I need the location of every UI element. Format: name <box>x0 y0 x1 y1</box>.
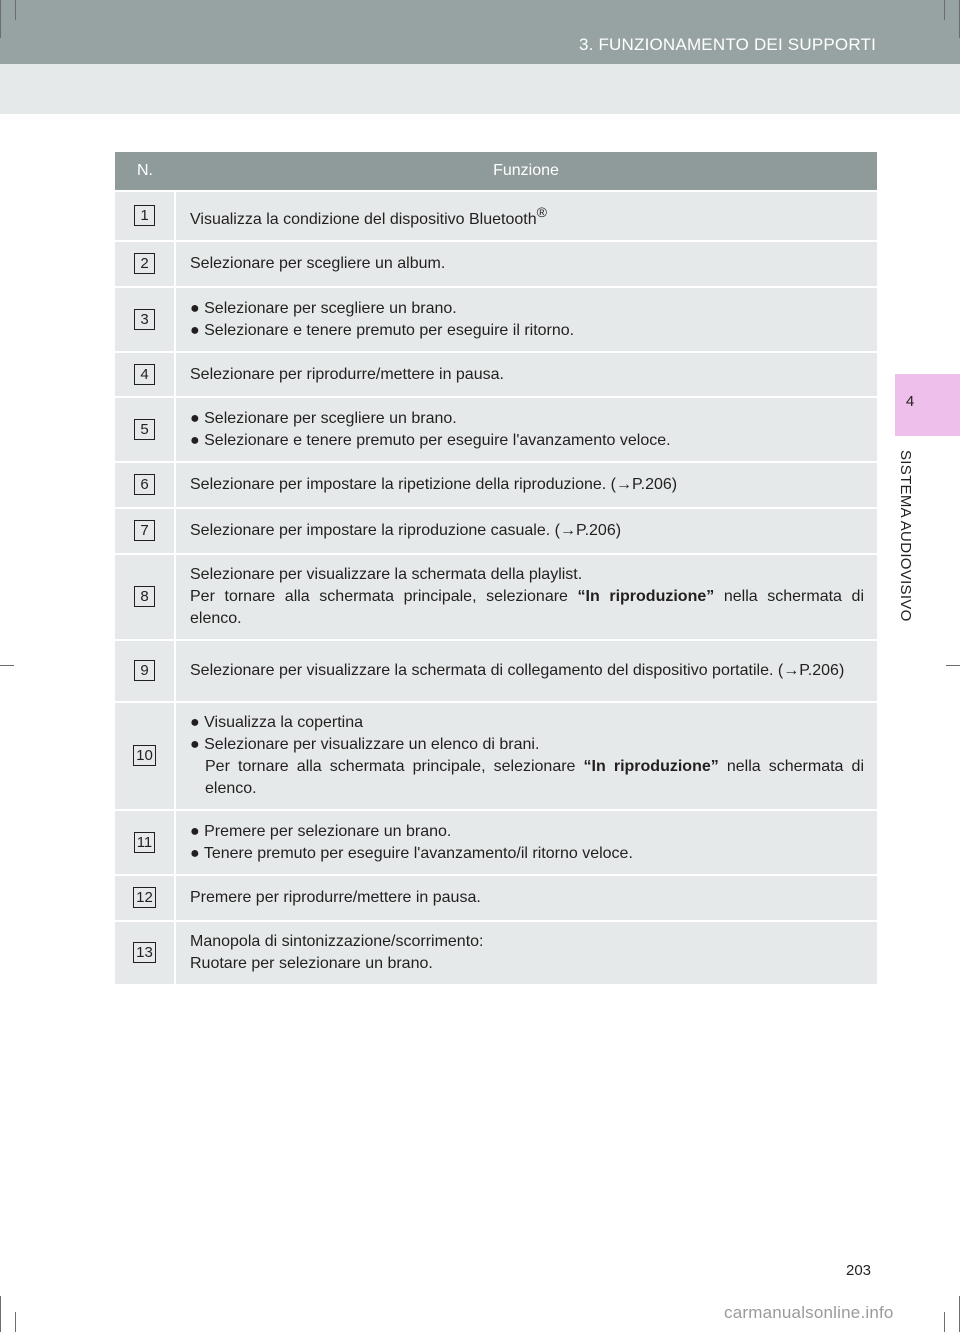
row-description: Selezionare per riprodurre/mettere in pausa. <box>175 352 877 397</box>
row-description <box>175 287 877 352</box>
row-description: Selezionare per visualizzare la schermata della playlist. Per tornare alla schermata principale, selezionare “In riproduzione” nella schermata di elenco. <box>175 554 877 640</box>
crop-mark <box>0 665 14 666</box>
crop-mark <box>0 0 1 38</box>
row-number-badge: 8 <box>134 586 155 607</box>
bullet-dot-icon: ● <box>190 736 200 753</box>
row-number-badge: 4 <box>134 364 155 385</box>
chapter-title: 3. FUNZIONAMENTO DEI SUPPORTI <box>578 35 876 54</box>
table-row <box>115 241 877 287</box>
bullet-item: ● Tenere premuto per eseguire l'avanzamento/il ritorno veloce. <box>190 844 633 862</box>
table-row <box>115 287 877 352</box>
row-description <box>175 810 877 875</box>
bullet-item: ● Selezionare per scegliere un brano. <box>190 409 457 427</box>
chapter-label: SISTEMA AUDIOVISIVO <box>897 450 914 622</box>
row-description: Manopola di sintonizzazione/scorrimento: Ruotare per selezionare un brano. <box>175 921 877 984</box>
table-row <box>115 875 877 921</box>
bullet-dot-icon: ● <box>190 714 200 731</box>
row-description: Selezionare per impostare la ripetizione della riproduzione. (→P.206) <box>175 462 877 508</box>
watermark: carmanualsonline.info <box>724 1303 894 1322</box>
table-row <box>115 397 877 462</box>
crop-mark <box>944 0 945 20</box>
row-description: Selezionare per visualizzare la schermata di collegamento del dispositivo portatile. (→P.206) <box>175 640 877 702</box>
bullet-dot-icon: ● <box>190 431 200 449</box>
row-number-badge: 13 <box>133 942 156 963</box>
crop-mark <box>15 1312 16 1332</box>
bullet-item: ● Selezionare e tenere premuto per eseguire l'avanzamento veloce. <box>190 431 671 449</box>
bullet-item: ● Selezionare per scegliere un brano. <box>190 299 457 317</box>
function-table <box>115 152 877 984</box>
bold-option-label: “In riproduzione” <box>583 758 719 775</box>
table-row <box>115 702 877 810</box>
crop-mark <box>946 665 960 666</box>
row-number-badge: 1 <box>134 205 155 226</box>
row-number-badge: 3 <box>134 309 155 330</box>
row-number-badge: 6 <box>134 474 155 495</box>
bullet-dot-icon: ● <box>190 299 200 317</box>
bullet-dot-icon: ● <box>190 321 200 339</box>
registered-mark: ® <box>536 204 547 220</box>
table-header-row <box>115 152 877 191</box>
crop-mark <box>944 1312 945 1332</box>
row-description: Selezionare per impostare la riproduzione casuale. (→P.206) <box>175 508 877 554</box>
bullet-item: ● Visualizza la copertina <box>190 714 364 731</box>
row-description: Visualizza la condizione del dispositivo Bluetooth® <box>175 191 877 241</box>
bullet-dot-icon: ● <box>190 822 200 840</box>
row-description <box>175 397 877 462</box>
row-number-badge: 2 <box>134 253 155 274</box>
table-row <box>115 508 877 554</box>
table-row <box>115 554 877 640</box>
row-number-badge: 12 <box>133 887 156 908</box>
bullet-item: ● Selezionare e tenere premuto per eseguire il ritorno. <box>190 321 575 339</box>
row-description <box>175 702 877 810</box>
bold-option-label: “In riproduzione” <box>577 588 715 605</box>
column-header-number: N. <box>115 152 175 191</box>
header-band <box>0 64 960 114</box>
row-number-badge: 7 <box>134 520 155 541</box>
column-header-function: Funzione <box>175 152 877 191</box>
bullet-dot-icon: ● <box>190 409 200 427</box>
row-description: Selezionare per scegliere un album. <box>175 241 877 287</box>
row-number-badge: 10 <box>133 745 156 766</box>
row-number-badge: 11 <box>134 832 156 853</box>
page-number: 203 <box>846 1262 872 1279</box>
table-row <box>115 352 877 397</box>
crop-mark <box>15 0 16 20</box>
row-description: Premere per riprodurre/mettere in pausa. <box>175 875 877 921</box>
bullet-dot-icon: ● <box>190 844 200 862</box>
row-number-badge: 5 <box>134 419 155 440</box>
table-row <box>115 810 877 875</box>
table-row <box>115 640 877 702</box>
crop-mark <box>0 1296 1 1332</box>
row-number-badge: 9 <box>134 660 155 681</box>
bullet-item: ● Premere per selezionare un brano. <box>190 822 452 840</box>
table-row <box>115 921 877 984</box>
bullet-item: ● Selezionare per visualizzare un elenco di brani. Per tornare alla schermata principale, selezionare “In riproduzione” nella schermata di elenco. <box>190 736 864 797</box>
table-row <box>115 462 877 508</box>
chapter-number: 4 <box>905 393 915 410</box>
table-row <box>115 191 877 241</box>
